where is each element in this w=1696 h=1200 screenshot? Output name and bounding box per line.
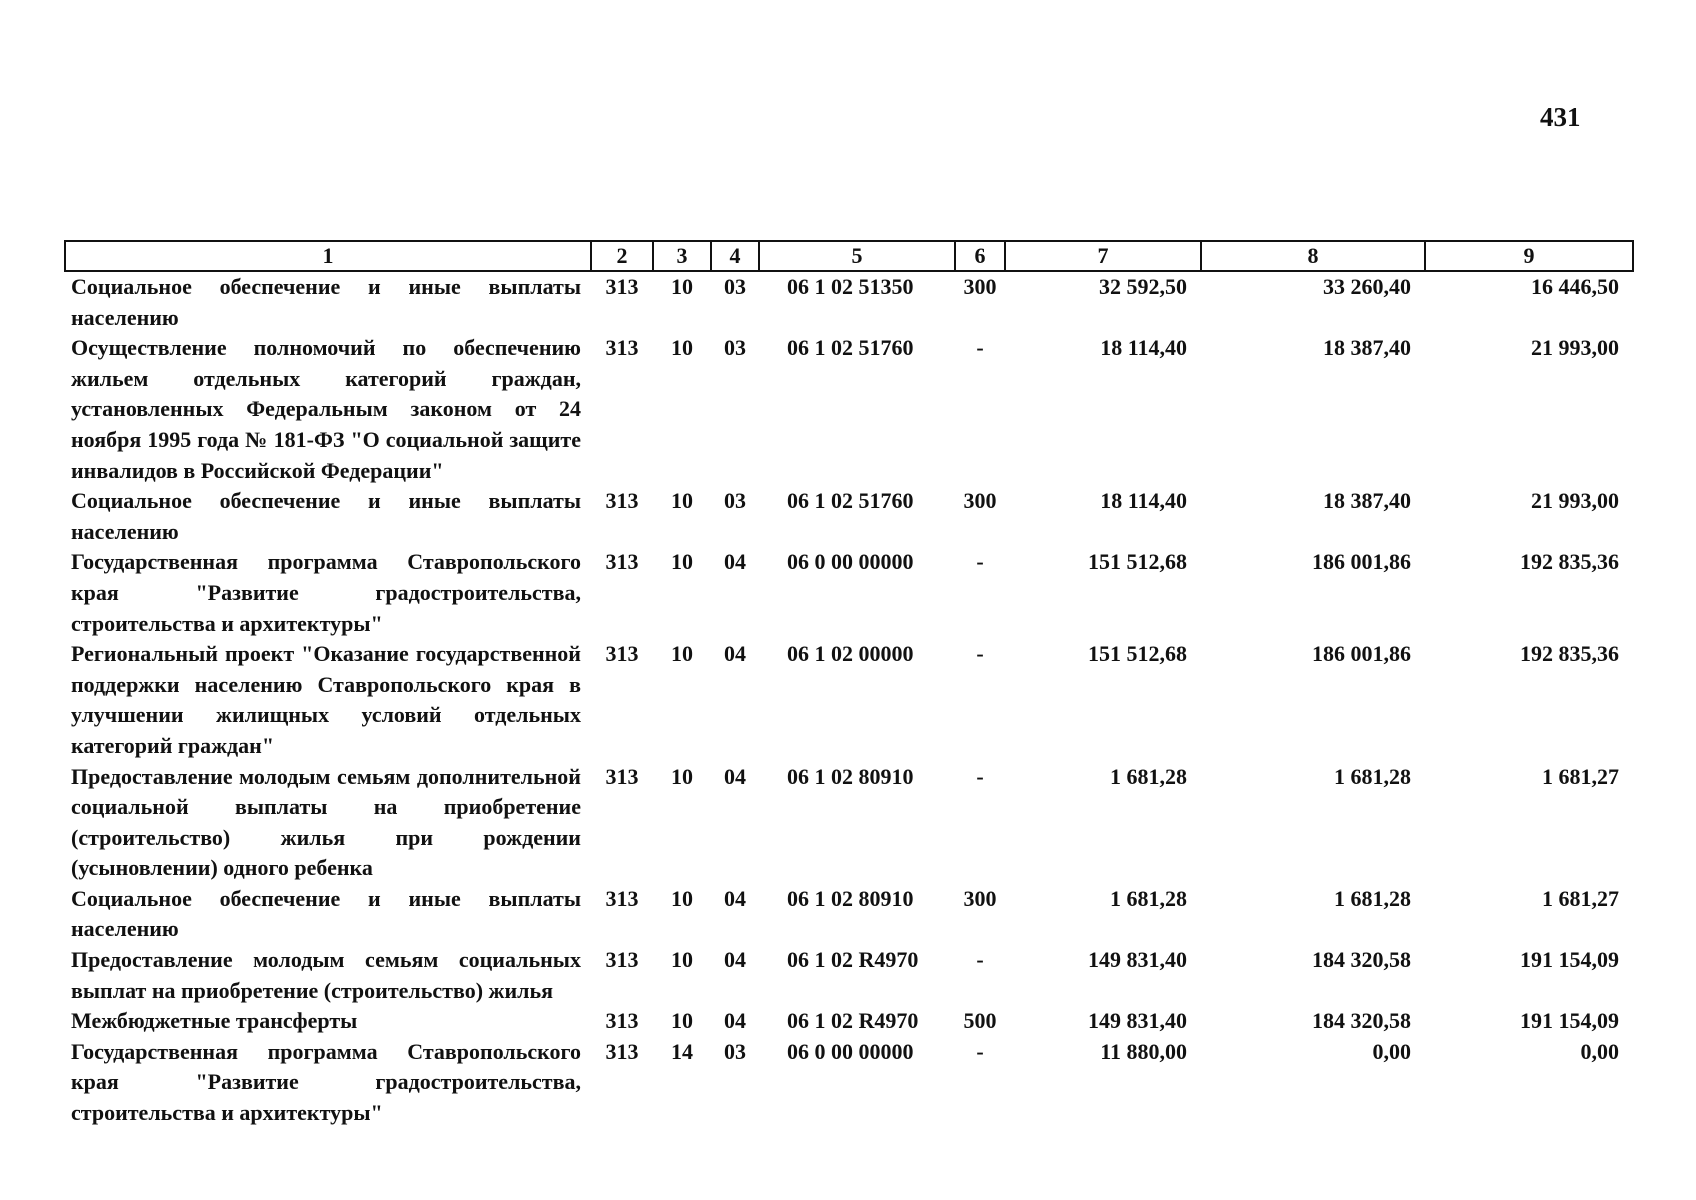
cell-col6: 300 [963,488,997,514]
cell-col4: 03 [724,488,746,514]
header-cell-9: 9 [1425,241,1633,271]
cell-col2: 313 [605,335,639,361]
header-cell-4: 4 [711,241,759,271]
header-cell-7: 7 [1005,241,1201,271]
table-row [65,271,1633,333]
header-cell-1: 1 [65,241,591,271]
cell-col7: 151 512,68 [1088,641,1187,667]
row-name: Государственная программа Ставропольского края "Развитие градостроительства, строительства и архитектуры" [71,549,581,636]
cell-col5: 06 1 02 80910 [787,885,914,911]
cell-col9: 191 154,09 [1520,1008,1619,1034]
cell-col6: - [976,1038,984,1064]
cell-col9: 21 993,00 [1531,335,1619,361]
cell-col8: 18 387,40 [1323,335,1411,361]
cell-col8: 186 001,86 [1312,641,1411,667]
cell-col6: - [976,549,984,575]
cell-col4: 03 [724,274,746,299]
row-name: Социальное обеспечение и иные выплаты населению [71,488,581,544]
cell-col2: 313 [605,274,639,299]
cell-col6: 300 [963,885,997,911]
table-row [65,639,1633,761]
cell-col7: 151 512,68 [1088,549,1187,575]
cell-col5: 06 1 02 R4970 [787,947,919,973]
table-row [65,333,1633,486]
cell-col9: 16 446,50 [1531,274,1619,299]
cell-col5: 06 1 02 80910 [787,763,914,789]
cell-col3: 10 [671,335,693,361]
cell-col7: 32 592,50 [1099,274,1187,299]
header-cell-8: 8 [1201,241,1425,271]
table-row [65,1037,1633,1129]
cell-col8: 184 320,58 [1312,947,1411,973]
cell-col4: 03 [724,1038,746,1064]
cell-col3: 10 [671,885,693,911]
cell-col2: 313 [605,947,639,973]
cell-col9: 191 154,09 [1520,947,1619,973]
cell-col7: 1 681,28 [1110,885,1187,911]
cell-col6: - [976,763,984,789]
cell-col7: 1 681,28 [1110,763,1187,789]
cell-col4: 04 [724,885,746,911]
cell-col3: 10 [671,763,693,789]
cell-col5: 06 1 02 51350 [787,274,914,299]
cell-col8: 186 001,86 [1312,549,1411,575]
cell-col4: 04 [724,549,746,575]
cell-col8: 1 681,28 [1334,885,1411,911]
cell-col6: - [976,947,984,973]
cell-col7: 18 114,40 [1100,488,1187,514]
cell-col8: 1 681,28 [1334,763,1411,789]
cell-col4: 04 [724,947,746,973]
cell-col5: 06 1 02 R4970 [787,1008,919,1034]
header-cell-6: 6 [955,241,1005,271]
row-name: Региональный проект "Оказание государственной поддержки населению Ставропольского края в улучшении жилищных условий отдельных категорий граждан" [71,641,581,758]
cell-col5: 06 1 02 51760 [787,335,914,361]
cell-col3: 14 [671,1038,693,1064]
cell-col9: 1 681,27 [1542,885,1619,911]
table-row [65,1006,1633,1037]
cell-col6: - [976,335,984,361]
cell-col7: 11 880,00 [1100,1038,1187,1064]
header-cell-2: 2 [591,241,653,271]
cell-col3: 10 [671,274,693,299]
header-cell-5: 5 [759,241,955,271]
cell-col5: 06 0 00 00000 [787,549,914,575]
cell-col8: 0,00 [1372,1038,1411,1064]
row-name: Межбюджетные трансферты [71,1008,358,1034]
cell-col6: - [976,641,984,667]
cell-col8: 18 387,40 [1323,488,1411,514]
row-name: Государственная программа Ставропольского края "Развитие градостроительства, строительства и архитектуры" [71,1038,581,1126]
cell-col7: 18 114,40 [1100,335,1187,361]
table-body [65,271,1633,1129]
cell-col2: 313 [605,763,639,789]
cell-col3: 10 [671,488,693,514]
cell-col2: 313 [605,488,639,514]
cell-col3: 10 [671,947,693,973]
cell-col4: 04 [724,641,746,667]
table-row [65,762,1633,884]
cell-col4: 04 [724,763,746,789]
cell-col5: 06 1 02 51760 [787,488,914,514]
header-row [65,241,1633,271]
cell-col8: 33 260,40 [1323,274,1411,299]
cell-col5: 06 0 00 00000 [787,1038,914,1064]
cell-col4: 04 [724,1008,746,1034]
cell-col9: 192 835,36 [1520,641,1619,667]
cell-col9: 0,00 [1580,1038,1619,1064]
cell-col8: 184 320,58 [1312,1008,1411,1034]
cell-col2: 313 [605,549,639,575]
cell-col9: 192 835,36 [1520,549,1619,575]
row-name: Социальное обеспечение и иные выплаты населению [71,885,581,942]
cell-col3: 10 [671,1008,693,1034]
row-name: Предоставление молодым семьям социальных выплат на приобретение (строительство) жилья [71,947,581,1003]
cell-col4: 03 [724,335,746,361]
header-cell-3: 3 [653,241,711,271]
table-row [65,486,1633,547]
budget-table [64,240,1634,1129]
table-row [65,945,1633,1006]
cell-col3: 10 [671,641,693,667]
row-name: Предоставление молодым семьям дополнительной социальной выплаты на приобретение (строительство) жилья при рождении (усыновлении) одного ребенка [71,763,581,881]
cell-col6: 500 [963,1008,997,1034]
table-header [65,241,1633,271]
table-row [65,884,1633,945]
cell-col2: 313 [605,641,639,667]
row-name: Социальное обеспечение и иные выплаты населению [71,274,581,330]
row-name: Осуществление полномочий по обеспечению жильем отдельных категорий граждан, установленных Федеральным законом от 24 ноября 1995 года № 181-ФЗ "О социальной защите инвалидов в Российской Федерации" [71,335,581,483]
cell-col5: 06 1 02 00000 [787,641,914,667]
cell-col9: 21 993,00 [1531,488,1619,514]
cell-col3: 10 [671,549,693,575]
cell-col9: 1 681,27 [1542,763,1619,789]
cell-col6: 300 [963,274,997,299]
page-number: 431 [1540,102,1581,132]
cell-col7: 149 831,40 [1088,947,1187,973]
cell-col2: 313 [605,1038,639,1064]
cell-col7: 149 831,40 [1088,1008,1187,1034]
cell-col2: 313 [605,1008,639,1034]
table-row [65,547,1633,639]
cell-col2: 313 [605,885,639,911]
